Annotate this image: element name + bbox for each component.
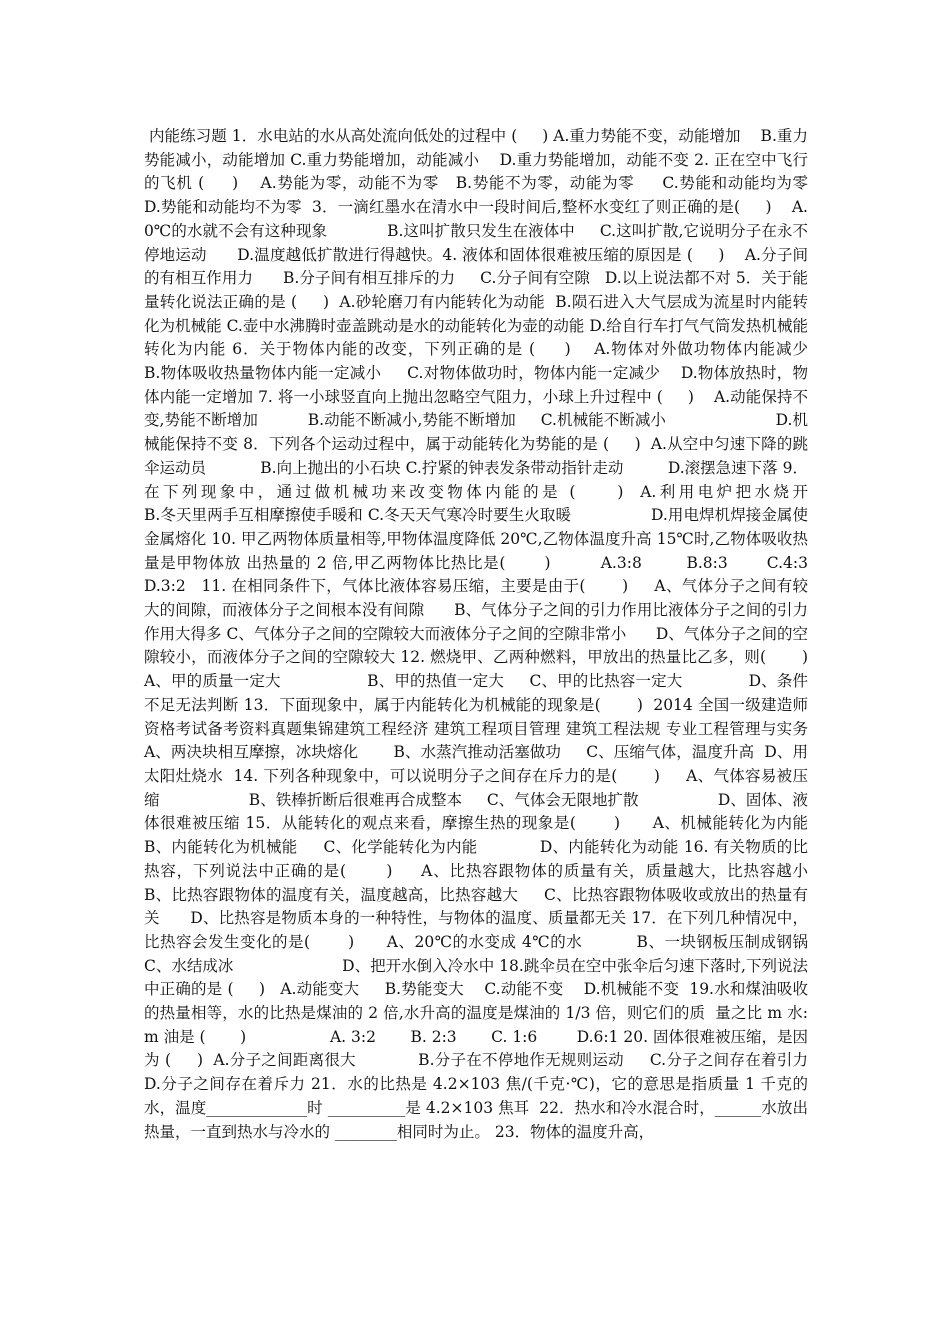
exercise-text: 内能练习题 1．水电站的水从高处流向低处的过程中 ( ) A.重力势能不变，动能增加 B.重力势能减小，动能增加 C.重力势能增加，动能减小 D.重力势能增加，动能不变 2. 正在空中飞行的飞机 ( ) A.势能为零，动能不为零 B.势能不为零，动能为零 C.势能和动能均为零 D.势能和动能均不为零 3．一滴红墨水在清水中一段时间后,整杯水变红了则正确的是( ) A.0℃的水就不会有这种现象 B.这叫扩散只发生在液体中 C.这叫扩散,它说明分子在永不停地运动 D.温度越低扩散进行得越快。4. 液体和固体很难被压缩的原因是 ( ) A.分子间的有相互作用力 B.分子间有相互排斥的力 C.分子间有空隙 D.以上说法都不对 5．关于能量转化说法正确的是 ( ) A.砂轮磨刀有内能转化为动能 B.陨石进入大气层成为流星时内能转化为机械能 C.壶中水沸腾时壶盖跳动是水的动能转化为壶的动能 D.给自行车打气气筒发热机械能转化为内能 6．关于物体内能的改变，下列正确的是 ( ) A.物体对外做功物体内能减少 B.物体吸收热量物体内能一定减小 C.对物体做功时，物体内能一定减少 D.物体放热时，物体内能一定增加 7. 将一小球竖直向上抛出忽略空气阻力，小球上升过程中 ( ) A.动能保持不变,势能不断增加 B.动能不断减小,势能不断增加 C.机械能不断减小 D.机械能保持不变 8．下列各个运动过程中，属于动能转化为势能的是 ( ) A.从空中匀速下降的跳伞运动员 B.向上抛出的小石块 C.拧紧的钟表发条带动指针走动 D.滚摆急速下落 9．在下列现象中，通过做机械功来改变物体内能的是 ( ) A.利用电炉把水烧开 B.冬天里两手互相摩擦使手暖和 C.冬天天气寒冷时要生火取暖 D.用电焊机焊接金属使金属熔化 10. 甲乙两物体质量相等,甲物体温度降低 20℃,乙物体温度升高 15℃时,乙物体吸收热量是甲物体放 出热量的 2 倍,甲乙两物体比热比是( ) A.3:8 B.8:3 C.4:3 D.3:2 11. 在相同条件下，气体比液体容易压缩，主要是由于( ) A、气体分子之间有较大的间隙，而液体分子之间根本没有间隙 B、气体分子之间的引力作用比液体分子之间的引力作用大得多 C、气体分子之间的空隙较大而液体分子之间的空隙非常小 D、气体分子之间的空隙较小，而液体分子之间的空隙较大 12. 燃烧甲、乙两种燃料，甲放出的热量比乙多，则( ) A、甲的质量一定大 B、甲的热值一定大 C、甲的比热容一定大 D、条件不足无法判断 13．下面现象中，属于内能转化为机械能的现象是( ) 2014 全国一级建造师资格考试备考资料真题集锦建筑工程经济 建筑工程项目管理 建筑工程法规 专业工程管理与实务 A、两决块相互摩擦，冰块熔化 B、水蒸汽推动活塞做功 C、压缩气体，温度升高 D、用太阳灶烧水 14. 下列各种现象中，可以说明分子之间存在斥力的是( ) A、气体容易被压缩 B、铁棒折断后很难再合成整本 C、气体会无限地扩散 D、固体、液体很难被压缩 15．从能转化的观点来看，摩擦生热的现象是( ) A、机械能转化为内能 B、内能转化为机械能 C、化学能转化为内能 D、内能转化为动能 16. 有关物质的比热容，下列说法中正确的是( ) A、比热容跟物体的质量有关，质量越大，比热容越小 B、比热容跟物体的温度有关，温度越高，比热容越大 C、比热容跟物体吸收或放出的热量有关 D、比热容是物质本身的一种特性，与物体的温度、质量都无关 17．在下列几种情况中，比热容会发生变化的是( ) A、20℃的水变成 4℃的水 B、一块钢板压制成钢锅 C、水结成冰 D、把开水倒入冷水中 18.跳伞员在空中张伞后匀速下落时,下列说法中正确的是 ( ) A.动能变大 B.势能变大 C.动能不变 D.机械能不变 19.水和煤油吸收的热量相等，水的比热是煤油的 2 倍,水升高的温度是煤油的 1/3 倍，则它们的质 量之比 m 水:m 油是 ( ) A. 3:2 B. 2:3 C. 1:6 D.6:1 20. 固体很难被压缩，是因为 ( ) A.分子之间距离很大 B.分子在不停地作无规则运动 C.分子之间存在着引力 D.分子之间存在着斥力 21．水的比热是 4.2×103 焦/(千克·℃)，它的意思是指质量 1 千克的水，温度_____________时 __________是 4.2×103 焦耳 22．热水和冷水混合时，______水放出热量，一直到热水与冷水的 ________相同时为止。 23．物体的温度升高， — [144, 127, 932, 1141]
